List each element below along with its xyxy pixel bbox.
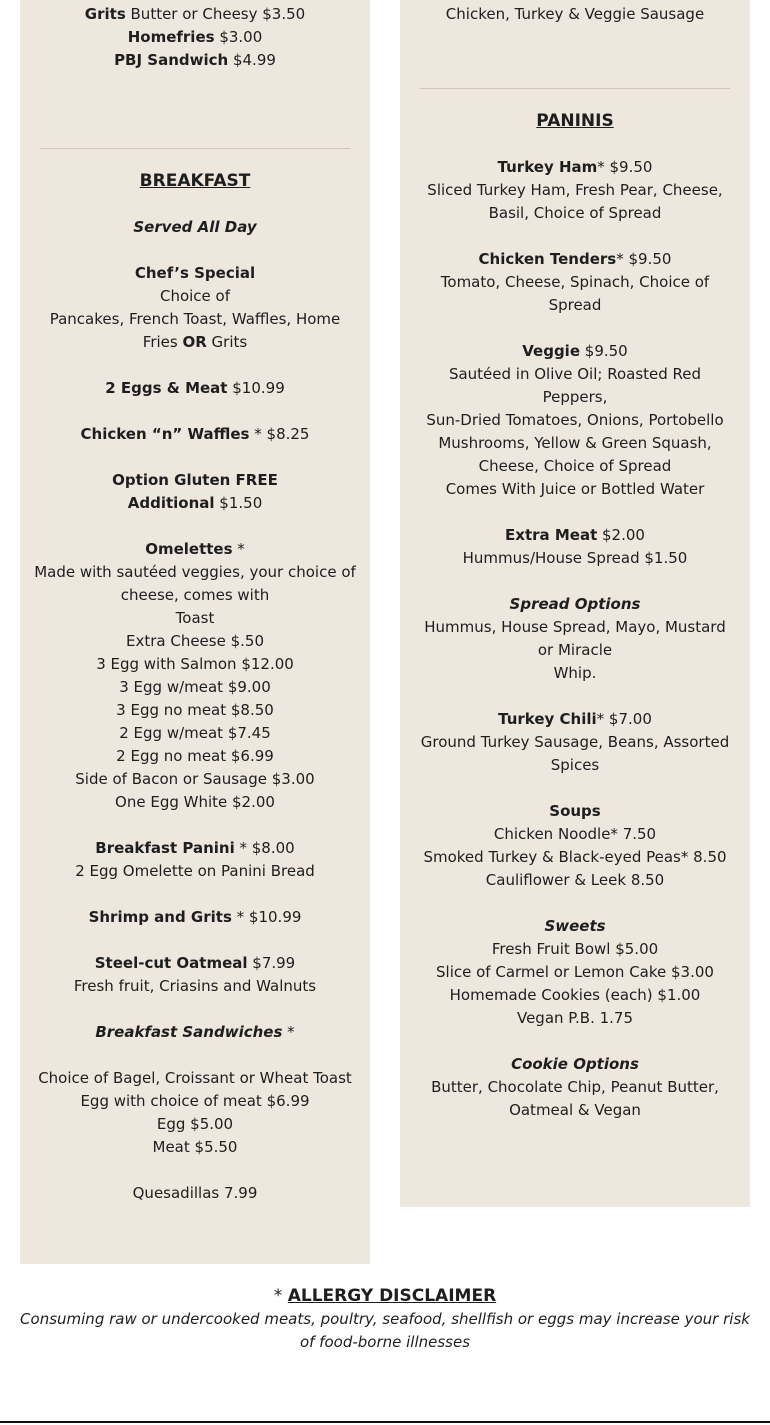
oatmeal-desc: Fresh fruit, Criasins and Walnuts bbox=[73, 977, 317, 995]
menu-item-eggs-meat: 2 Eggs & Meat $10.99 bbox=[105, 379, 285, 397]
omelette-option: 2 Egg no meat $6.99 bbox=[116, 747, 274, 765]
soup-item: Smoked Turkey & Black-eyed Peas* 8.50 bbox=[423, 848, 727, 866]
item-price: $3.00 bbox=[214, 28, 263, 46]
chicken-tenders-desc: Tomato, Cheese, Spinach, Choice of Spread bbox=[440, 273, 710, 314]
served-all-day: Served All Day bbox=[133, 218, 257, 236]
omelette-option: One Egg White $2.00 bbox=[115, 793, 275, 811]
sweet-item: Slice of Carmel or Lemon Cake $3.00 bbox=[436, 963, 714, 981]
chefs-special-desc: Choice of bbox=[159, 287, 231, 305]
menu-item-turkey-chili: Turkey Chili* $7.00 bbox=[498, 710, 652, 728]
item-name: PBJ Sandwich bbox=[114, 51, 229, 69]
breakfast-panini-desc: 2 Egg Omelette on Panini Bread bbox=[75, 862, 315, 880]
sweet-item: Fresh Fruit Bowl $5.00 bbox=[491, 940, 659, 958]
allergy-disclaimer-body: Consuming raw or undercooked meats, poultry, seafood, shellfish or eggs may increase your risk of food-borne illnesses bbox=[20, 1310, 750, 1351]
menu-item-chicken-waffles: Chicken “n” Waffles * $8.25 bbox=[80, 425, 310, 443]
omelette-option: Side of Bacon or Sausage $3.00 bbox=[75, 770, 315, 788]
omelette-option: 3 Egg w/meat $9.00 bbox=[119, 678, 271, 696]
right-menu-panel bbox=[400, 0, 750, 1207]
soups-title: Soups bbox=[549, 802, 601, 820]
sweet-item: Homemade Cookies (each) $1.00 bbox=[449, 986, 701, 1004]
omelettes-name: Omelettes * bbox=[145, 540, 245, 558]
allergy-disclaimer-title: * ALLERGY DISCLAIMER bbox=[273, 1286, 497, 1306]
soup-item: Cauliflower & Leek 8.50 bbox=[485, 871, 665, 889]
sandwich-option: Choice of Bagel, Croissant or Wheat Toast bbox=[38, 1069, 352, 1087]
omelette-option: 3 Egg no meat $8.50 bbox=[116, 701, 274, 719]
sausage-options: Chicken, Turkey & Veggie Sausage bbox=[445, 5, 705, 23]
gluten-free-option: Option Gluten FREE bbox=[112, 471, 278, 489]
menu-item-homefries bbox=[30, 26, 360, 49]
sandwich-option: Egg with choice of meat $6.99 bbox=[80, 1092, 310, 1110]
chefs-special-name: Chef’s Special bbox=[134, 264, 256, 282]
breakfast-heading: BREAKFAST bbox=[139, 171, 251, 191]
omelette-option: 2 Egg w/meat $7.45 bbox=[119, 724, 271, 742]
menu-item-shrimp-grits: Shrimp and Grits * $10.99 bbox=[88, 908, 302, 926]
spread-options-title: Spread Options bbox=[509, 595, 641, 613]
chefs-special-choices: Pancakes, French Toast, Waffles, Home Fries OR Grits bbox=[49, 310, 341, 351]
page-bottom-rule bbox=[0, 1421, 770, 1423]
menu-item-oatmeal: Steel-cut Oatmeal $7.99 bbox=[94, 954, 296, 972]
gluten-free-additional: Additional $1.50 bbox=[127, 494, 263, 512]
item-name: Grits bbox=[84, 5, 126, 23]
allergy-disclaimer bbox=[0, 1285, 770, 1354]
soup-item: Chicken Noodle* 7.50 bbox=[493, 825, 657, 843]
item-price: Butter or Cheesy $3.50 bbox=[125, 5, 306, 23]
turkey-chili-desc: Ground Turkey Sausage, Beans, Assorted Spices bbox=[420, 733, 730, 774]
menu-item-veggie: Veggie $9.50 bbox=[522, 342, 628, 360]
menu-item-extra-meat: Extra Meat $2.00 bbox=[505, 526, 645, 544]
left-menu-panel bbox=[20, 0, 370, 1264]
menu-item-quesadillas: Quesadillas 7.99 bbox=[132, 1184, 258, 1202]
cookie-options-title: Cookie Options bbox=[511, 1055, 639, 1073]
paninis-heading: PANINIS bbox=[536, 111, 614, 131]
veggie-drink: Comes With Juice or Bottled Water bbox=[445, 480, 705, 498]
menu-item-grits bbox=[30, 3, 360, 26]
menu-item-chicken-tenders: Chicken Tenders* $9.50 bbox=[478, 250, 672, 268]
breakfast-sandwiches-title: Breakfast Sandwiches * bbox=[95, 1023, 295, 1041]
omelette-option: 3 Egg with Salmon $12.00 bbox=[96, 655, 294, 673]
cookie-options-desc: Butter, Chocolate Chip, Peanut Butter, Oatmeal & Vegan bbox=[431, 1078, 719, 1119]
menu-item-turkey-ham: Turkey Ham* $9.50 bbox=[497, 158, 653, 176]
menu-item-breakfast-panini: Breakfast Panini * $8.00 bbox=[95, 839, 295, 857]
sandwich-option: Meat $5.50 bbox=[152, 1138, 238, 1156]
sweet-item: Vegan P.B. 1.75 bbox=[516, 1009, 633, 1027]
hummus-spread: Hummus/House Spread $1.50 bbox=[462, 549, 688, 567]
omelette-option: Extra Cheese $.50 bbox=[125, 632, 264, 650]
turkey-ham-desc: Sliced Turkey Ham, Fresh Pear, Cheese, Basil, Choice of Spread bbox=[427, 181, 723, 222]
sandwich-option: Egg $5.00 bbox=[156, 1115, 234, 1133]
spread-options-desc: Hummus, House Spread, Mayo, Mustard or Miracle bbox=[424, 618, 726, 659]
omelettes-desc: Made with sautéed veggies, your choice of cheese, comes with bbox=[34, 563, 356, 604]
veggie-desc: Sautéed in Olive Oil; Roasted Red Peppers, bbox=[448, 365, 702, 406]
veggie-desc: Sun-Dried Tomatoes, Onions, Portobello Mushrooms, Yellow & Green Squash, Cheese, Choice of Spread bbox=[426, 411, 724, 475]
omelette-option: Toast bbox=[175, 609, 215, 627]
item-price: $4.99 bbox=[228, 51, 276, 69]
menu-item-pbj bbox=[30, 49, 360, 72]
spread-options-desc: Whip. bbox=[553, 664, 597, 682]
item-name: Homefries bbox=[127, 28, 215, 46]
sweets-title: Sweets bbox=[544, 917, 606, 935]
